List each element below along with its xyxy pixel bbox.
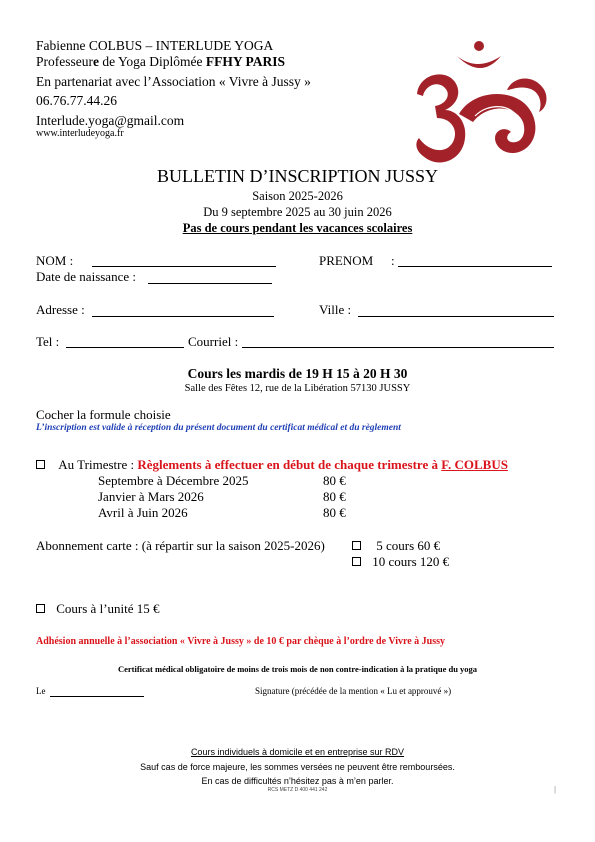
header-email: Interlude.yoga@gmail.com xyxy=(36,113,185,128)
adresse-field[interactable] xyxy=(92,316,274,317)
trimestre-price-3: 80 € xyxy=(323,505,346,520)
tel-field[interactable] xyxy=(66,347,184,348)
header-partnership: En partenariat avec l’Association « Vivre à Jussy » xyxy=(36,74,311,89)
header-phone: 06.76.77.44.26 xyxy=(36,93,117,108)
abonnement-label: Abonnement carte : (à répartir sur la saison 2025-2026) xyxy=(36,538,325,553)
abonnement-10-checkbox[interactable] xyxy=(352,557,361,566)
trimestre-period-3: Avril à Juin 2026 xyxy=(98,505,188,520)
page-title: BULLETIN D’INSCRIPTION JUSSY xyxy=(156,166,438,186)
season: Saison 2025-2026 xyxy=(252,189,343,203)
date-label: Le xyxy=(36,686,46,696)
validity-notice: L’inscription est valide à réception du présent document du certificat médical et du règlement xyxy=(36,423,401,433)
adhesion-notice: Adhésion annuelle à l’association « Vivre à Jussy » de 10 € par chèque à l’ordre de Vivre à Jussy xyxy=(36,636,446,647)
tel-label: Tel : xyxy=(36,334,60,349)
prenom-colon: : xyxy=(391,253,395,268)
footer-mark: | xyxy=(554,785,557,794)
trimestre-price-2: 80 € xyxy=(323,489,346,504)
footer-difficulties: En cas de difficultés n’hésitez pas à m’en parler. xyxy=(201,776,394,786)
footer-individual-courses: Cours individuels à domicile et en entreprise sur RDV xyxy=(190,747,405,757)
trimestre-option[interactable] xyxy=(36,457,508,473)
courriel-label: Courriel : xyxy=(188,334,239,349)
abonnement-5-label: 5 cours 60 € xyxy=(376,538,441,553)
header-website: www.interludeyoga.fr xyxy=(36,128,124,139)
trimestre-label: Au Trimestre xyxy=(58,457,128,472)
trimestre-period-1: Septembre à Décembre 2025 xyxy=(98,473,249,488)
header-name: Fabienne COLBUS – INTERLUDE YOGA xyxy=(36,38,274,53)
header-diploma xyxy=(36,54,285,70)
formula-label: Cocher la formule choisie xyxy=(36,407,171,422)
naissance-field[interactable] xyxy=(148,283,272,284)
header-diploma-e: e xyxy=(93,54,99,69)
course-location: Salle des Fêtes 12, rue de la Libération 57130 JUSSY xyxy=(184,383,411,394)
prenom-label: PRENOM xyxy=(319,253,374,268)
naissance-label: Date de naissance : xyxy=(36,269,136,284)
ville-label: Ville : xyxy=(319,302,352,317)
signature-label: Signature (précédée de la mention « Lu et approuvé ») xyxy=(255,686,452,696)
abonnement-10-label: 10 cours 120 € xyxy=(372,554,450,569)
trimestre-period-2: Janvier à Mars 2026 xyxy=(98,489,204,504)
nom-label: NOM : xyxy=(36,253,74,268)
nom-field[interactable] xyxy=(92,266,276,267)
ville-field[interactable] xyxy=(358,316,554,317)
unite-option[interactable] xyxy=(36,601,160,617)
trimestre-colon: : xyxy=(127,457,135,472)
om-symbol-icon xyxy=(415,38,550,170)
adresse-label: Adresse : xyxy=(36,302,85,317)
holiday-notice: Pas de cours pendant les vacances scolaires xyxy=(182,221,413,235)
footer-refund-policy: Sauf cas de force majeure, les sommes versées ne peuvent être remboursées. xyxy=(140,762,455,772)
header-diploma-pre: Professeur xyxy=(36,54,93,69)
abonnement-option-10[interactable] xyxy=(352,554,449,570)
unite-label: Cours à l’unité 15 € xyxy=(56,601,160,616)
unite-checkbox[interactable] xyxy=(36,604,45,613)
trimestre-price-1: 80 € xyxy=(323,473,346,488)
header-diploma-ffhy: FFHY PARIS xyxy=(205,54,285,69)
trimestre-note: Règlements à effectuer en début de chaque trimestre à xyxy=(134,457,442,472)
season-dates: Du 9 septembre 2025 au 30 juin 2026 xyxy=(203,205,392,219)
trimestre-note-name: F. COLBUS xyxy=(441,457,508,472)
header-diploma-mid: de Yoga Diplômée xyxy=(99,54,206,69)
footer-rcs: RCS METZ D 400 441 242 xyxy=(267,787,328,793)
certificate-notice: Certificat médical obligatoire de moins de trois mois de non contre-indication à la pratique du yoga xyxy=(117,664,478,674)
abonnement-5-checkbox[interactable] xyxy=(352,541,361,550)
course-schedule: Cours les mardis de 19 H 15 à 20 H 30 xyxy=(187,366,408,381)
prenom-field[interactable] xyxy=(398,266,552,267)
date-field[interactable] xyxy=(50,696,144,697)
trimestre-checkbox[interactable] xyxy=(36,460,45,469)
abonnement-option-5[interactable] xyxy=(352,538,440,554)
courriel-field[interactable] xyxy=(242,347,554,348)
